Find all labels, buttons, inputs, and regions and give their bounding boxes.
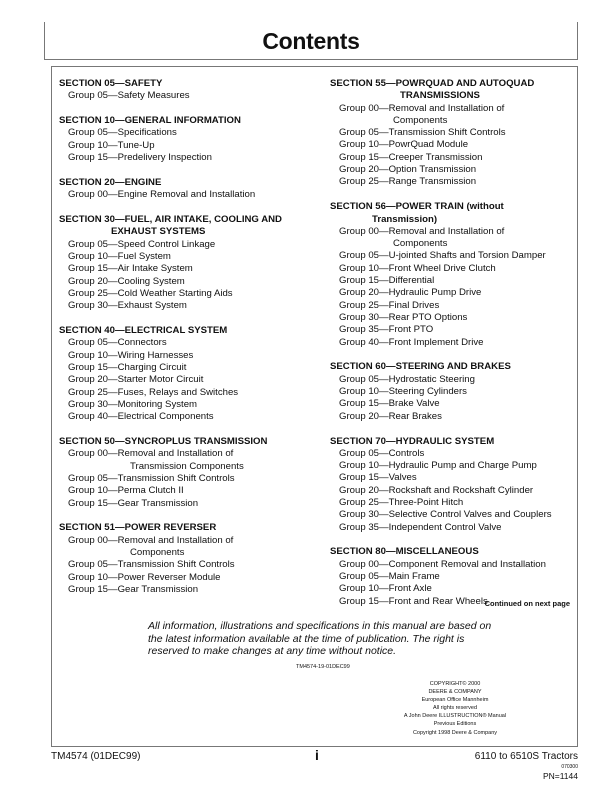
group-entry[interactable]: Group 40—Electrical Components bbox=[68, 411, 214, 423]
group-entry[interactable]: Group 30—Rear PTO Options bbox=[339, 311, 468, 323]
group-entry[interactable]: Group 15—Predelivery Inspection bbox=[68, 152, 212, 164]
group-entry[interactable]: Group 30—Monitoring System bbox=[68, 398, 198, 410]
group-entry[interactable]: Group 20—Rear Brakes bbox=[339, 410, 442, 422]
group-entry[interactable]: Group 15—Differential bbox=[339, 275, 435, 287]
page-title: Contents bbox=[262, 28, 360, 54]
group-entry[interactable]: Group 25—Range Transmission bbox=[339, 176, 477, 188]
group-entry[interactable]: Group 25—Cold Weather Starting Aids bbox=[68, 287, 233, 299]
copyright-line: Copyright 1998 Deere & Company bbox=[412, 729, 498, 736]
group-entry[interactable]: Group 35—Front PTO bbox=[339, 324, 434, 336]
group-entry[interactable]: Group 00—Removal and Installation of bbox=[68, 448, 234, 460]
group-entry[interactable]: Group 40—Front Implement Drive bbox=[339, 336, 484, 348]
section-title[interactable]: SECTION 30—FUEL, AIR INTAKE, COOLING AND bbox=[59, 214, 282, 226]
group-entry[interactable]: Group 10—PowrQuad Module bbox=[339, 139, 469, 151]
group-entry[interactable]: Group 10—Perma Clutch II bbox=[68, 485, 184, 497]
section-title[interactable]: SECTION 70—HYDRAULIC SYSTEM bbox=[330, 435, 495, 447]
group-entry[interactable]: Group 15—Creeper Transmission bbox=[339, 151, 483, 163]
group-entry[interactable]: Group 05—Transmission Shift Controls bbox=[68, 472, 235, 484]
contents-section bbox=[330, 361, 552, 422]
group-entry-continued[interactable]: Transmission Components bbox=[130, 460, 244, 472]
group-entry[interactable]: Group 05—Transmission Shift Controls bbox=[68, 559, 235, 571]
copyright-line: DEERE & COMPANY bbox=[428, 689, 482, 696]
group-entry[interactable]: Group 15—Charging Circuit bbox=[68, 362, 187, 374]
group-entry[interactable]: Group 35—Independent Control Valve bbox=[339, 521, 502, 533]
group-entry[interactable]: Group 30—Exhaust System bbox=[68, 300, 187, 312]
section-title[interactable]: SECTION 05—SAFETY bbox=[59, 78, 163, 89]
group-entry-continued[interactable]: Components bbox=[393, 114, 448, 126]
continued-note: Continued on next page bbox=[484, 599, 570, 608]
group-entry[interactable]: Group 15—Air Intake System bbox=[68, 263, 193, 275]
contents-section bbox=[330, 78, 552, 189]
document-reference: TM4574-19-01DEC99 bbox=[296, 664, 350, 670]
group-entry[interactable]: Group 15—Gear Transmission bbox=[68, 583, 199, 595]
contents-section bbox=[59, 78, 282, 103]
contents-section bbox=[59, 214, 282, 312]
footer-page-number: i bbox=[315, 747, 319, 763]
group-entry[interactable]: Group 05—Specifications bbox=[68, 127, 177, 139]
group-entry[interactable]: Group 05—Connectors bbox=[68, 337, 167, 349]
copyright-line: All rights reserved bbox=[432, 705, 478, 712]
disclaimer-line: the latest information available at the time of publication. The right is bbox=[148, 632, 465, 645]
contents-column-left bbox=[59, 78, 282, 609]
footer-manual-id: TM4574 (01DEC99) bbox=[51, 751, 141, 762]
section-title-continued[interactable]: Transmission) bbox=[372, 213, 438, 225]
group-entry[interactable]: Group 00—Component Removal and Installation bbox=[339, 558, 546, 570]
contents-section bbox=[330, 201, 552, 349]
group-entry[interactable]: Group 10—Front Axle bbox=[339, 583, 432, 595]
group-entry[interactable]: Group 20—Rockshaft and Rockshaft Cylinder bbox=[339, 484, 534, 496]
section-title[interactable]: SECTION 10—GENERAL INFORMATION bbox=[59, 115, 241, 127]
group-entry[interactable]: Group 20—Starter Motor Circuit bbox=[68, 374, 204, 386]
group-entry[interactable]: Group 30—Selective Control Valves and Couplers bbox=[339, 509, 552, 521]
group-entry-continued[interactable]: Components bbox=[393, 238, 448, 250]
group-entry[interactable]: Group 25—Fuses, Relays and Switches bbox=[68, 386, 239, 398]
contents-column-right bbox=[330, 78, 552, 621]
copyright-line: Previous Editions bbox=[433, 721, 477, 728]
group-entry-continued[interactable]: Components bbox=[130, 547, 185, 559]
section-title[interactable]: SECTION 40—ELECTRICAL SYSTEM bbox=[59, 325, 228, 337]
section-title[interactable]: SECTION 80—MISCELLANEOUS bbox=[330, 546, 479, 558]
contents-section bbox=[330, 436, 552, 534]
group-entry[interactable]: Group 10—Wiring Harnesses bbox=[68, 349, 194, 361]
section-title-continued[interactable]: TRANSMISSIONS bbox=[400, 90, 480, 102]
group-entry[interactable]: Group 15—Brake Valve bbox=[339, 398, 440, 410]
group-entry[interactable]: Group 05—Controls bbox=[339, 447, 425, 459]
group-entry[interactable]: Group 25—Three-Point Hitch bbox=[339, 496, 464, 508]
group-entry[interactable]: Group 05—Main Frame bbox=[339, 571, 440, 583]
section-title[interactable]: SECTION 55—POWRQUAD AND AUTOQUAD bbox=[330, 78, 535, 89]
group-entry[interactable]: Group 15—Valves bbox=[339, 472, 417, 484]
group-entry[interactable]: Group 00—Removal and Installation of bbox=[339, 102, 505, 114]
section-title[interactable]: SECTION 56—POWER TRAIN (without bbox=[330, 201, 504, 213]
group-entry[interactable]: Group 10—Steering Cylinders bbox=[339, 386, 467, 398]
group-entry[interactable]: Group 10—Front Wheel Drive Clutch bbox=[339, 262, 496, 274]
contents-section bbox=[59, 325, 282, 423]
group-entry[interactable]: Group 20—Cooling System bbox=[68, 275, 185, 287]
contents-section bbox=[59, 522, 282, 596]
group-entry[interactable]: Group 10—Hydraulic Pump and Charge Pump bbox=[339, 460, 537, 472]
section-title[interactable]: SECTION 51—POWER REVERSER bbox=[59, 522, 217, 534]
copyright-line: A John Deere ILLUSTRUCTION® Manual bbox=[403, 713, 507, 720]
group-entry[interactable]: Group 20—Option Transmission bbox=[339, 164, 477, 176]
footer-date: 070300 bbox=[561, 764, 578, 770]
group-entry[interactable]: Group 00—Removal and Installation of bbox=[339, 225, 505, 237]
footer-product: 6110 to 6510S Tractors bbox=[474, 751, 578, 762]
group-entry[interactable]: Group 15—Gear Transmission bbox=[68, 497, 199, 509]
group-entry[interactable]: Group 05—Transmission Shift Controls bbox=[339, 127, 506, 139]
disclaimer-line: All information, illustrations and specifications in this manual are based on bbox=[148, 620, 492, 632]
disclaimer bbox=[148, 620, 491, 658]
copyright-line: COPYRIGHT© 2000 bbox=[429, 681, 481, 687]
group-entry[interactable]: Group 05—Safety Measures bbox=[68, 90, 190, 102]
copyright-line: European Office Mannheim bbox=[421, 697, 489, 704]
group-entry[interactable]: Group 25—Final Drives bbox=[339, 299, 440, 311]
disclaimer-line: reserved to make changes at any time without notice. bbox=[148, 645, 397, 658]
group-entry[interactable]: Group 00—Removal and Installation of bbox=[68, 534, 234, 546]
footer-part-number: PN=1144 bbox=[542, 771, 578, 781]
copyright-block bbox=[385, 680, 525, 737]
section-title[interactable]: SECTION 50—SYNCROPLUS TRANSMISSION bbox=[59, 436, 268, 448]
group-entry[interactable]: Group 05—U-jointed Shafts and Torsion Damper bbox=[339, 250, 546, 262]
group-entry[interactable]: Group 05—Hydrostatic Steering bbox=[339, 373, 475, 385]
group-entry[interactable]: Group 15—Front and Rear Wheels bbox=[339, 595, 488, 607]
section-title-continued[interactable]: EXHAUST SYSTEMS bbox=[111, 226, 206, 238]
section-title[interactable]: SECTION 60—STEERING AND BRAKES bbox=[330, 361, 511, 373]
group-entry[interactable]: Group 00—Engine Removal and Installation bbox=[68, 189, 256, 201]
group-entry[interactable]: Group 20—Hydraulic Pump Drive bbox=[339, 287, 482, 299]
group-entry[interactable]: Group 10—Fuel System bbox=[68, 251, 171, 263]
title-box bbox=[44, 22, 578, 60]
contents-section bbox=[59, 115, 282, 164]
group-entry[interactable]: Group 05—Speed Control Linkage bbox=[68, 238, 216, 250]
contents-section bbox=[59, 177, 282, 202]
group-entry[interactable]: Group 10—Power Reverser Module bbox=[68, 571, 221, 583]
group-entry[interactable]: Group 10—Tune-Up bbox=[68, 139, 155, 151]
section-title[interactable]: SECTION 20—ENGINE bbox=[59, 176, 162, 188]
contents-section bbox=[59, 436, 282, 510]
